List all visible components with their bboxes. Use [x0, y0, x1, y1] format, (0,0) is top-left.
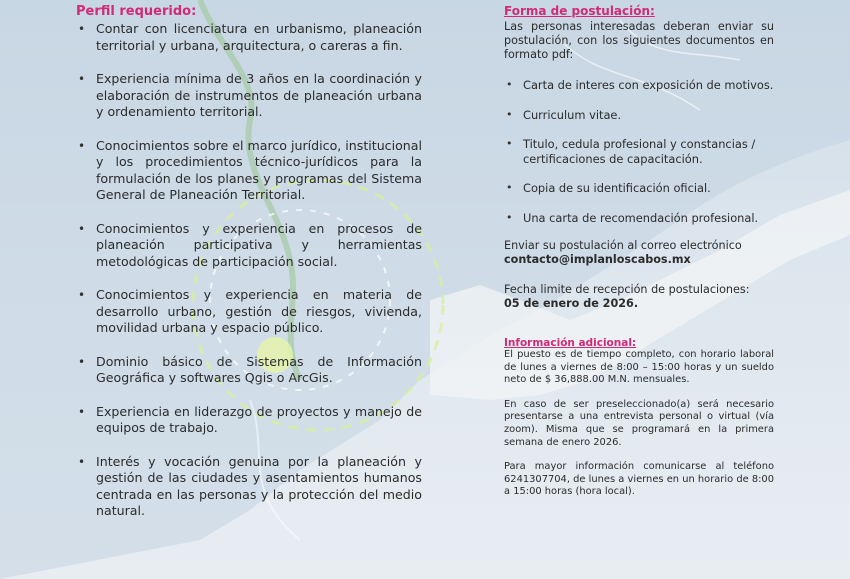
list-item: • Conocimientos y experiencia en procesos de planeación participativa y herramientas metodológicas de participación social.: [76, 221, 422, 271]
perfil-section: [76, 4, 422, 520]
list-item: • Dominio básico de Sistemas de Información Geográfica y softwares Qgis o ArcGis.: [76, 354, 422, 387]
list-item: • Conocimientos y experiencia en materia de desarrollo urbano, gestión de riesgos, vivienda, movilidad urbana y espacio público.: [76, 287, 422, 337]
forma-intro: Las personas interesadas deberan enviar su postulación, con los siguientes documentos en formato pdf:: [504, 20, 774, 61]
email-link[interactable]: contacto@implanloscabos.mx: [504, 253, 691, 266]
perfil-heading: Perfil requerido:: [76, 4, 197, 19]
deadline-date: 05 de enero de 2026.: [504, 297, 639, 310]
list-item: • Titulo, cedula profesional y constancias / certificaciones de capacitación.: [504, 137, 774, 166]
list-item: • Conocimientos sobre el marco jurídico, institucional y los procedimientos técnico-jurídicos para la formulación de los planes y programas del Sistema General de Planeación Territorial.: [76, 138, 422, 204]
info-paragraph-interview: En caso de ser preseleccionado(a) será necesario presentarse a una entrevista personal o virtual (vía zoom). Misma que se programará en la primera semana de enero 2026.: [504, 398, 774, 448]
perfil-list: [76, 21, 422, 520]
info-paragraph-schedule: El puesto es de tiempo completo, con horario laboral de lunes a viernes de 8:00 – 15:00 horas y un sueldo neto de $ 36,888.00 M.N. mensuales.: [504, 349, 774, 386]
list-item: • Copia de su identificación oficial.: [504, 181, 774, 196]
deadline-label: Fecha limite de recepción de postulaciones:: [504, 283, 750, 296]
list-item: • Contar con licenciatura en urbanismo, planeación territorial y urbana, arquitectura, o careras a fin.: [76, 21, 422, 54]
info-heading: Información adicional:: [504, 337, 637, 349]
email-intro: Enviar su postulación al correo electrónico: [504, 239, 742, 252]
info-paragraph-contact: Para mayor información comunicarse al teléfono 6241307704, de lunes a viernes en un horario de 8:00 a 15:00 horas (hora local).: [504, 461, 774, 498]
list-item: • Una carta de recomendación profesional.: [504, 211, 774, 226]
list-item: • Curriculum vitae.: [504, 108, 774, 123]
list-item: • Experiencia en liderazgo de proyectos y manejo de equipos de trabajo.: [76, 404, 422, 437]
list-item: • Experiencia mínima de 3 años en la coordinación y elaboración de instrumentos de planeación urbana y ordenamiento territorial.: [76, 71, 422, 121]
list-item: • Carta de interes con exposición de motivos.: [504, 78, 774, 93]
postulacion-section: [504, 4, 774, 499]
list-item: • Interés y vocación genuina por la planeación y gestión de las ciudades y asentamientos humanos centrada en las personas y la protección del medio natural.: [76, 454, 422, 520]
documents-list: [504, 78, 774, 225]
forma-heading: Forma de postulación:: [504, 4, 655, 18]
